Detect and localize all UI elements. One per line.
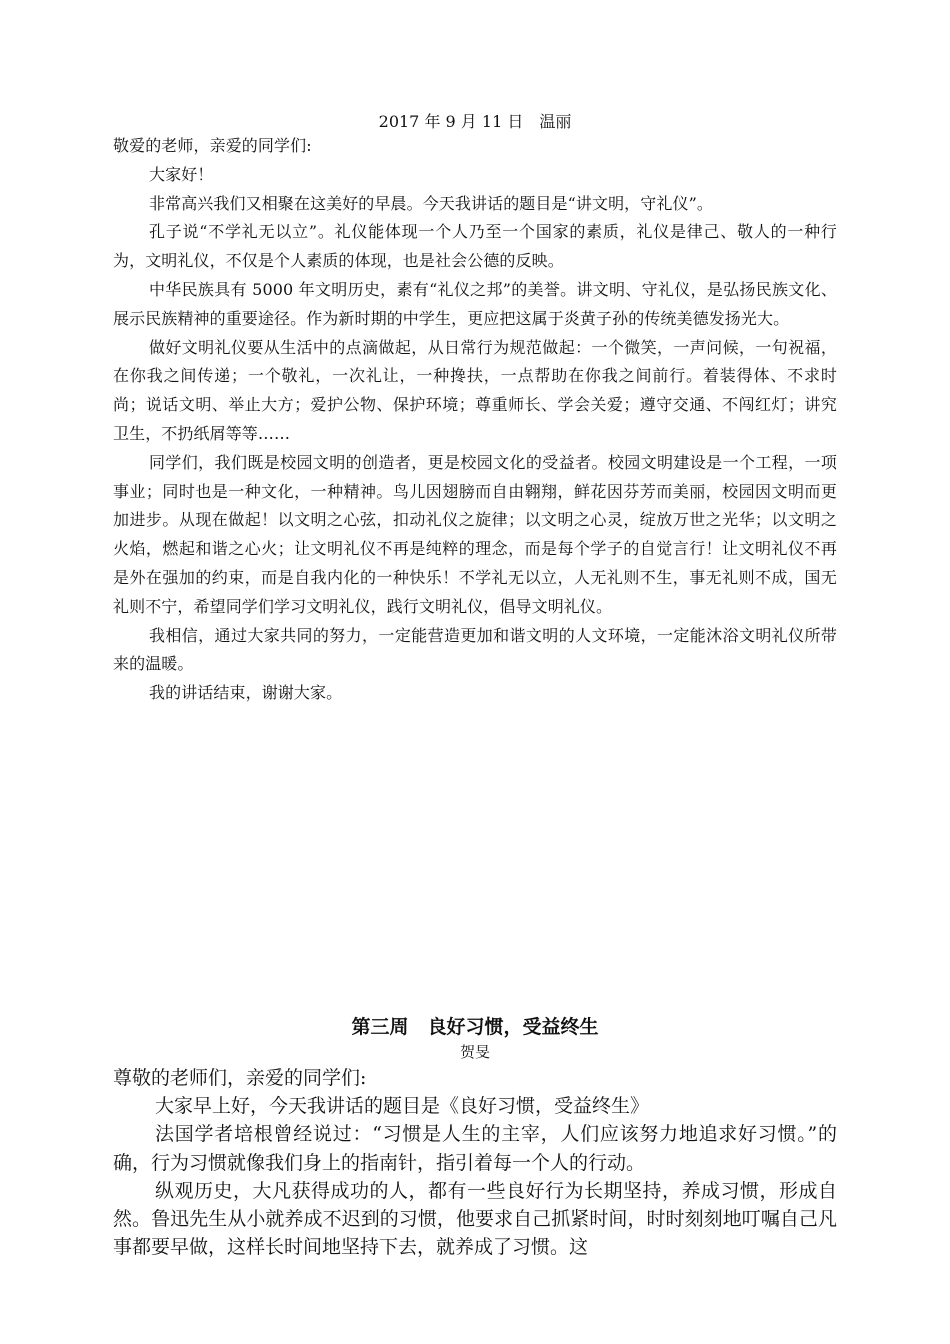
paragraph: 中华民族具有 5000 年文明历史，素有“礼仪之邦”的美誉。讲文明、守礼仪，是弘扬民族文化、展示民族精神的重要途径。作为新时期的中学生，更应把这属于炎黄子孙的传统美德发扬光大。 xyxy=(113,279,837,328)
paragraph: 大家好！ xyxy=(149,164,214,184)
paragraph: 孔子说“不学礼无以立”。礼仪能体现一个人乃至一个国家的素质，礼仪是律己、敬人的一种行为，文明礼仪，不仅是个人素质的体现，也是社会公德的反映。 xyxy=(113,222,837,271)
speech-two-author: 贺旻 xyxy=(459,1043,490,1061)
speech-one-body xyxy=(113,132,837,708)
speech-two-body xyxy=(113,1064,837,1261)
paragraph: 纵观历史，大凡获得成功的人，都有一些良好行为长期坚持，养成习惯，形成自然。鲁迅先生从小就养成不迟到的习惯，他要求自己抓紧时间，时时刻刻地叮嘱自己凡事都要早做，这样长时间地坚持下去，就养成了习惯。这 xyxy=(113,1179,837,1259)
paragraph: 非常高兴我们又相聚在这美好的早晨。今天我讲话的题目是“讲文明，守礼仪”。 xyxy=(149,193,713,213)
salutation: 敬爱的老师，亲爱的同学们: xyxy=(113,136,312,155)
paragraph: 同学们，我们既是校园文明的创造者，更是校园文化的受益者。校园文明建设是一个工程，一项事业；同时也是一种文化，一种精神。鸟儿因翅膀而自由翱翔，鲜花因芬芳而美丽，校园因文明而更加进步。从现在做起！以文明之心弦，扣动礼仪之旋律；以文明之心灵，绽放万世之光华；以文明之火焰，燃起和谐之心火；让文明礼仪不再是纯粹的理念，而是每个学子的自觉言行！让文明礼仪不再是外在强加的约束，而是自我内化的一种快乐！不学礼无以立，人无礼则不生，事无礼则不成，国无礼则不宁，希望同学们学习文明礼仪，践行文明礼仪，倡导文明礼仪。 xyxy=(113,452,837,616)
speech-two-title: 第三周 良好习惯，受益终生 xyxy=(351,1016,599,1038)
paragraph: 做好文明礼仪要从生活中的点滴做起，从日常行为规范做起：一个微笑，一声问候，一句祝福，在你我之间传递；一个敬礼，一次礼让，一种搀扶，一点帮助在你我之间前行。着装得体、不求时尚；说话文明、举止大方；爱护公物、保护环境；尊重师长、学会关爱；遵守交通、不闯红灯；讲究卫生，不扔纸屑等等…… xyxy=(113,337,837,443)
salutation: 尊敬的老师们，亲爱的同学们: xyxy=(113,1067,367,1089)
paragraph: 大家早上好，今天我讲话的题目是《良好习惯，受益终生》 xyxy=(155,1095,650,1118)
paragraph: 我相信，通过大家共同的努力，一定能营造更加和谐文明的人文环境，一定能沐浴文明礼仪所带来的温暖。 xyxy=(113,625,837,674)
dateline: 2017 年 9 月 11 日 温丽 xyxy=(378,112,572,131)
paragraph: 法国学者培根曾经说过：“习惯是人生的主宰，人们应该努力地追求好习惯。”的确，行为习惯就像我们身上的指南针，指引着每一个人的行动。 xyxy=(113,1123,837,1174)
paragraph: 我的讲话结束，谢谢大家。 xyxy=(149,683,343,703)
